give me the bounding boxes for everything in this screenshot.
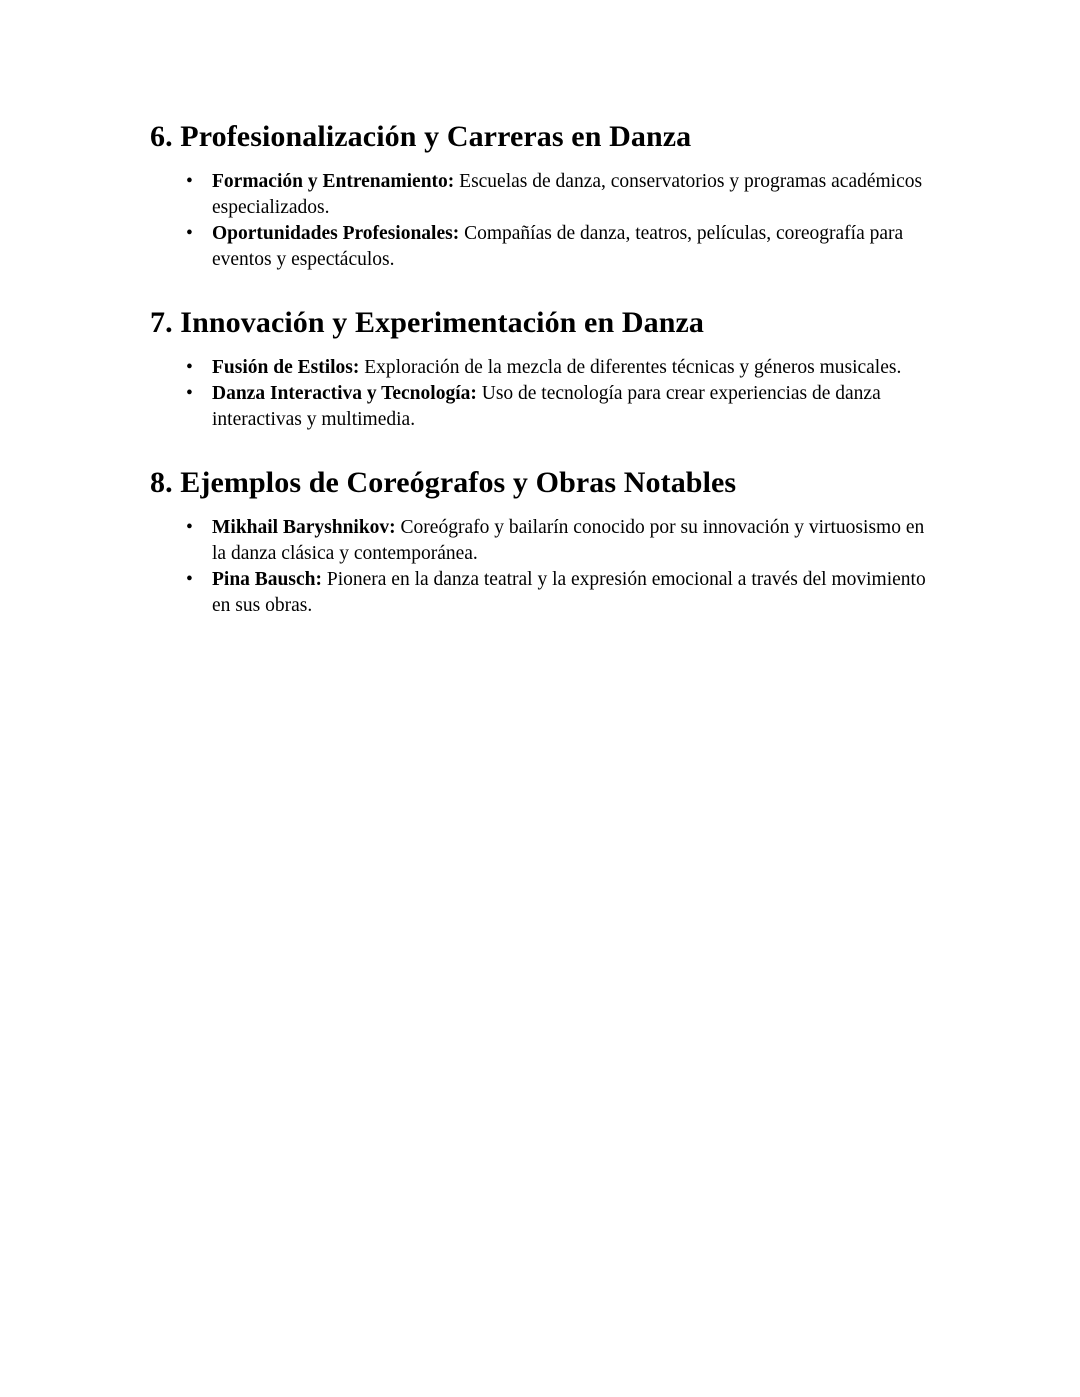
bullet-point-icon: • [186,569,193,590]
document-section [150,464,928,619]
list-item-definition: Pionera en la danza teatral y la expresión emocional a través del movimiento en sus obras. [212,569,926,616]
section-heading: 7. Innovación y Experimentación en Danza [150,306,705,339]
list-item [150,221,928,273]
bullet-list [150,169,928,273]
list-item [150,381,928,433]
list-item-term: Danza Interactiva y Tecnología: [212,383,477,404]
list-item-definition: Compañías de danza, teatros, películas, coreografía para eventos y espectáculos. [212,223,904,270]
section-heading: 8. Ejemplos de Coreógrafos y Obras Notables [150,466,737,499]
section-heading: 6. Profesionalización y Carreras en Danza [150,120,692,153]
list-item-definition: Coreógrafo y bailarín conocido por su innovación y virtuosismo en la danza clásica y contemporánea. [212,517,925,564]
list-item-term: Mikhail Baryshnikov: [212,517,396,538]
list-item [150,355,928,381]
list-item-definition: Exploración de la mezcla de diferentes técnicas y géneros musicales. [359,357,902,378]
bullet-point-icon: • [186,171,193,192]
bullet-point-icon: • [186,517,193,538]
bullet-list [150,515,928,619]
document-section [150,304,928,433]
bullet-list [150,355,928,433]
list-item-term: Oportunidades Profesionales: [212,223,460,244]
list-item [150,567,928,619]
document-body [150,118,928,619]
list-item [150,169,928,221]
list-item-term: Pina Bausch: [212,569,322,590]
list-item-definition: Uso de tecnología para crear experiencias de danza interactivas y multimedia. [212,383,881,430]
bullet-point-icon: • [186,383,193,404]
list-item-term: Fusión de Estilos: [212,357,360,378]
list-item-definition: Escuelas de danza, conservatorios y programas académicos especializados. [212,171,923,218]
bullet-point-icon: • [186,223,193,244]
list-item-term: Formación y Entrenamiento: [212,171,455,192]
document-section [150,118,928,273]
bullet-point-icon: • [186,357,193,378]
list-item [150,515,928,567]
